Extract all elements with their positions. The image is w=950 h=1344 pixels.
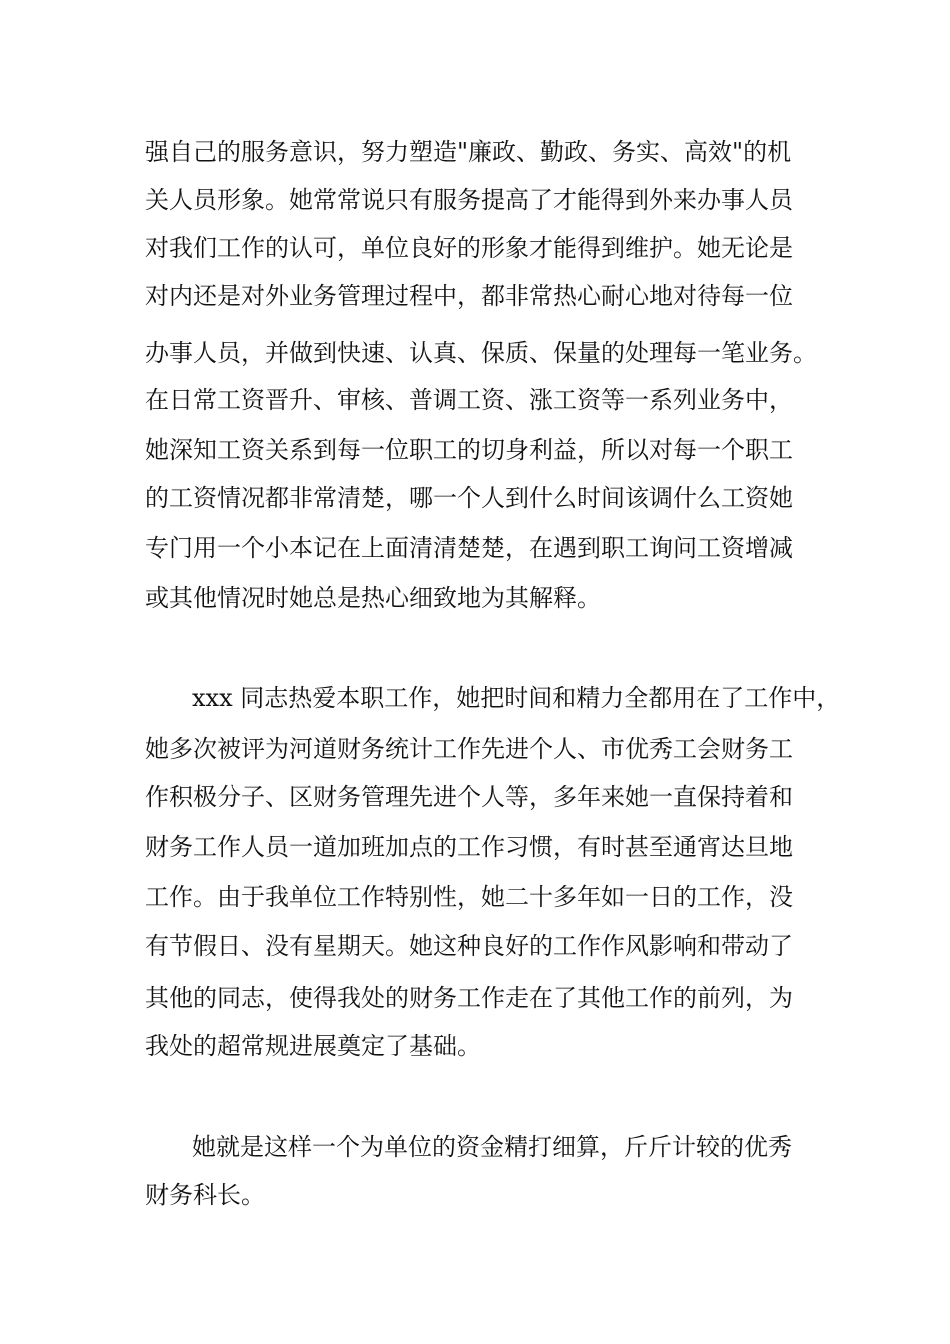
text-line: 有节假日、没有星期天。她这种良好的工作作风影响和带动了: [145, 932, 793, 960]
text-line: 她深知工资关系到每一位职工的切身利益，所以对每一个职工: [145, 436, 793, 464]
text-line: 她多次被评为河道财务统计工作先进个人、市优秀工会财务工: [145, 735, 793, 763]
text-line: 在日常工资晋升、审核、普调工资、涨工资等一系列业务中，: [145, 386, 793, 414]
text-line: 其他的同志，使得我处的财务工作走在了其他工作的前列，为: [145, 984, 793, 1012]
text-line: 我处的超常规进展奠定了基础。: [145, 1032, 481, 1060]
text-line: 财务科长。: [145, 1181, 265, 1209]
text-line: 她就是这样一个为单位的资金精打细算，斤斤计较的优秀: [192, 1133, 792, 1161]
text-line: 财务工作人员一道加班加点的工作习惯，有时甚至通宵达旦地: [145, 833, 793, 861]
text-line: xxx 同志热爱本职工作，她把时间和精力全都用在了工作中，: [192, 684, 841, 712]
text-line: 工作。由于我单位工作特别性，她二十多年如一日的工作，没: [145, 883, 793, 911]
text-line: 对内还是对外业务管理过程中，都非常热心耐心地对待每一位: [145, 282, 793, 310]
text-line: 作积极分子、区财务管理先进个人等，多年来她一直保持着和: [145, 783, 793, 811]
text-line: 或其他情况时她总是热心细致地为其解释。: [145, 584, 601, 612]
text-line: 关人员形象。她常常说只有服务提高了才能得到外来办事人员: [145, 186, 793, 214]
text-line: 强自己的服务意识，努力塑造"廉政、勤政、务实、高效"的机: [145, 138, 792, 166]
text-line: 的工资情况都非常清楚，哪一个人到什么时间该调什么工资她: [145, 484, 793, 512]
text-line: 办事人员，并做到快速、认真、保质、保量的处理每一笔业务。: [145, 339, 817, 367]
text-line: 对我们工作的认可，单位良好的形象才能得到维护。她无论是: [145, 234, 793, 262]
text-line: 专门用一个小本记在上面清清楚楚，在遇到职工询问工资增减: [145, 534, 793, 562]
